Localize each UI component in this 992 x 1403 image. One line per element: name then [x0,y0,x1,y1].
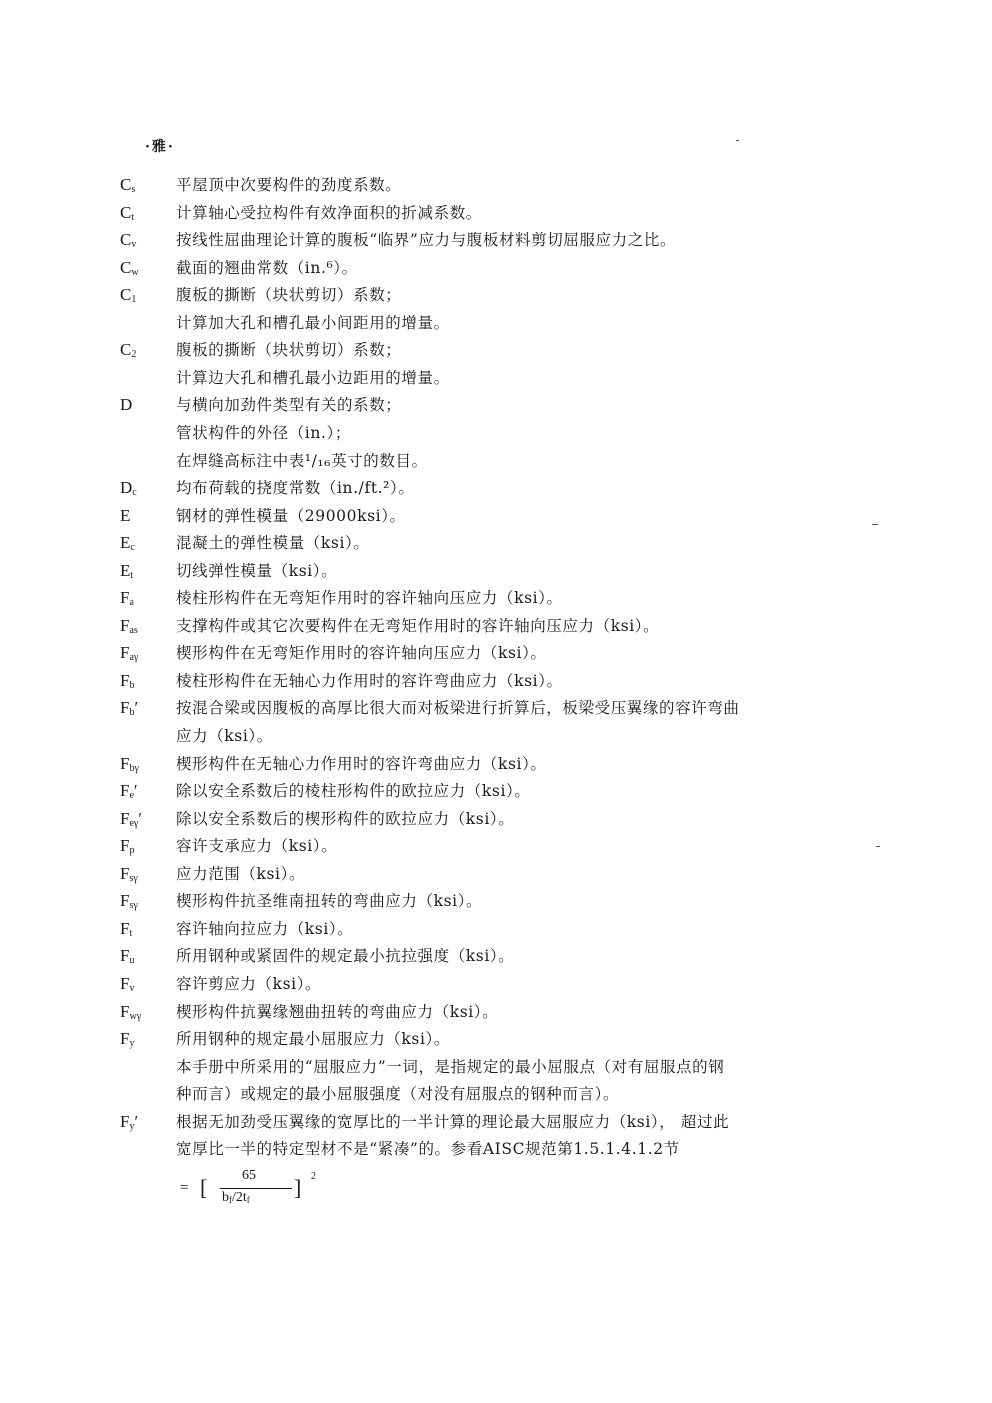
symbol-entry [0,475,992,501]
symbol-entry [0,255,992,281]
formula-numerator: 65 [242,1168,256,1183]
symbol-notation: $F_y$ [120,1029,135,1049]
symbol-definition: 容许剪应力（ksi）。 [176,975,322,993]
symbol-definition: 按混合梁或因腹板的高厚比很大而对板梁进行折算后，板梁受压翼缘的容许弯曲 [176,699,740,717]
symbol-entry [0,558,992,584]
formula-denominator: $b_f/2t_f$ [222,1190,250,1205]
symbol-entry [0,778,992,804]
symbol-notation: $C_1$ [120,285,137,305]
symbol-entry [0,943,992,969]
symbol-notation: $F_p$ [120,836,135,856]
symbol-definition: 腹板的撕断（块状剪切）系数； [176,341,402,359]
symbol-definition: 在焊缝高标注中表¹/₁₆英寸的数目。 [176,452,428,470]
symbol-notation: $C_w$ [120,258,139,278]
symbol-definition: 切线弹性模量（ksi）。 [176,562,338,580]
scan-speck [736,140,739,141]
symbol-notation: E [120,506,131,525]
symbol-definition: 棱柱形构件在无弯矩作用时的容许轴向压应力（ksi）。 [176,589,563,607]
symbol-definition: 腹板的撕断（块状剪切）系数； [176,286,402,304]
symbol-entry [0,282,992,308]
symbol-notation: $F_v$ [120,974,135,994]
symbol-definition: 计算轴心受拉构件有效净面积的折减系数。 [176,204,482,222]
symbol-notation: $E_c$ [120,533,135,553]
symbol-entry [0,861,992,887]
symbol-notation: $F_{w\gamma}$ [120,1002,142,1022]
symbol-definition: 根据无加劲受压翼缘的宽厚比的一半计算的理论最大屈服应力（ksi）， 超过此 [176,1113,730,1131]
symbol-definition: 除以安全系数后的棱柱形构件的欧拉应力（ksi）。 [176,782,531,800]
scan-speck [872,524,878,525]
formula-right-bracket: ] [294,1175,302,1200]
symbol-definition: 计算边大孔和槽孔最小边距用的增量。 [176,369,450,387]
formula-fraction-bar [220,1188,292,1189]
symbol-entry [0,806,992,832]
symbol-entry [0,172,992,198]
symbol-entry [0,392,992,418]
symbol-definition: 所用钢种或紧固件的规定最小抗拉强度（ksi）。 [176,947,515,965]
symbol-definition: 按线性屈曲理论计算的腹板“临界”应力与腹板材料剪切屈服应力之比。 [176,231,677,249]
symbol-definition: 本手册中所采用的“屈服应力”一词，是指规定的最小屈服点（对有屈服点的钢 [176,1058,725,1076]
symbol-definition: 所用钢种的规定最小屈服应力（ksi）。 [176,1030,450,1048]
symbol-entry [0,916,992,942]
symbol-entry [0,1026,992,1052]
symbol-notation: $E_t$ [120,561,134,581]
symbol-entry-continuation [0,310,992,336]
symbol-definition: 棱柱形构件在无轴心力作用时的容许弯曲应力（ksi）。 [176,672,563,690]
symbol-definition: 与横向加劲件类型有关的系数； [176,396,402,414]
symbol-entry [0,503,992,529]
symbol-notation: $D_c$ [120,478,137,498]
formula-left-bracket: [ [200,1175,208,1200]
symbol-entry [0,668,992,694]
symbol-notation: $F_y'$ [120,1112,139,1132]
symbol-definition: 支撑构件或其它次要构件在无弯矩作用时的容许轴向压应力（ksi）。 [176,617,660,635]
scan-speck [876,846,880,847]
symbol-entry [0,337,992,363]
symbol-notation: $F_t$ [120,919,133,939]
symbol-definition: 均布荷载的挠度常数（in./ft.²）。 [176,479,415,497]
symbol-notation: $F_{as}$ [120,616,138,636]
page-header-mark: ·雅· [145,139,175,155]
symbol-notation: $F_{b\gamma}$ [120,754,139,774]
symbol-definition: 管状构件的外径（in.）； [176,424,351,442]
symbol-entry [0,1109,992,1135]
symbol-definition: 容许轴向拉应力（ksi）。 [176,920,354,938]
symbol-definition: 容许支承应力（ksi）。 [176,837,338,855]
symbol-entry [0,888,992,914]
symbol-definition: 楔形构件抗翼缘翘曲扭转的弯曲应力（ksi）。 [176,1003,499,1021]
formula-equals: = [180,1180,189,1196]
symbol-entry [0,200,992,226]
symbol-notation: $C_t$ [120,203,135,223]
symbol-entry [0,640,992,666]
symbol-definition: 平屋顶中次要构件的劲度系数。 [176,176,402,194]
symbol-definition: 楔形构件抗圣维南扭转的弯曲应力（ksi）。 [176,892,483,910]
symbol-entry [0,999,992,1025]
symbol-definition: 宽厚比一半的特定型材不是“紧凑”的。参看AISC规范第1.5.1.4.1.2节 [176,1140,680,1158]
symbol-notation: $F_a$ [120,588,134,608]
symbol-definition: 楔形构件在无轴心力作用时的容许弯曲应力（ksi）。 [176,755,547,773]
symbol-definition: 混凝土的弹性模量（ksi）。 [176,534,370,552]
symbol-definition: 楔形构件在无弯矩作用时的容许轴向压应力（ksi）。 [176,644,547,662]
symbol-entry [0,613,992,639]
symbol-entry [0,971,992,997]
symbol-entry-continuation [0,1136,992,1162]
symbol-entry-continuation [0,723,992,749]
symbol-definition: 除以安全系数后的楔形构件的欧拉应力（ksi）。 [176,810,515,828]
symbol-notation: D [120,395,133,414]
symbol-notation: $C_2$ [120,340,137,360]
symbol-entry [0,227,992,253]
symbol-definition: 种而言）或规定的最小屈服强度（对没有屈服点的钢种而言）。 [176,1085,620,1103]
symbol-entry-continuation [0,1054,992,1080]
symbol-entry-continuation [0,420,992,446]
symbol-entry [0,751,992,777]
symbol-entry [0,833,992,859]
symbol-notation: $F_{s\gamma}$ [120,891,138,911]
symbol-entry [0,585,992,611]
symbol-definition: 截面的翘曲常数（in.⁶）。 [176,259,358,277]
symbol-notation: $F_u$ [120,946,135,966]
symbol-entry [0,695,992,721]
symbol-definition: 钢材的弹性模量（29000ksi）。 [176,507,406,525]
symbol-notation: $C_v$ [120,230,137,250]
symbol-notation: $F_b'$ [120,698,139,718]
symbol-notation: $F_{e\gamma}'$ [120,809,143,829]
symbol-entry-continuation [0,448,992,474]
symbol-notation: $F_e'$ [120,781,138,801]
symbol-definition: 应力范围（ksi）。 [176,865,306,883]
symbol-notation: $C_s$ [120,175,136,195]
symbol-notation: $F_{s\gamma}$ [120,864,138,884]
symbol-entry-continuation [0,1081,992,1107]
formula-exponent: 2 [311,1171,316,1182]
symbol-definition: 应力（ksi）。 [176,727,273,745]
symbol-notation: $F_b$ [120,671,135,691]
symbol-notation: $F_{a\gamma}$ [120,643,139,663]
symbol-definition: 计算加大孔和槽孔最小间距用的增量。 [176,314,450,332]
symbol-entry-continuation [0,365,992,391]
symbol-entry [0,530,992,556]
